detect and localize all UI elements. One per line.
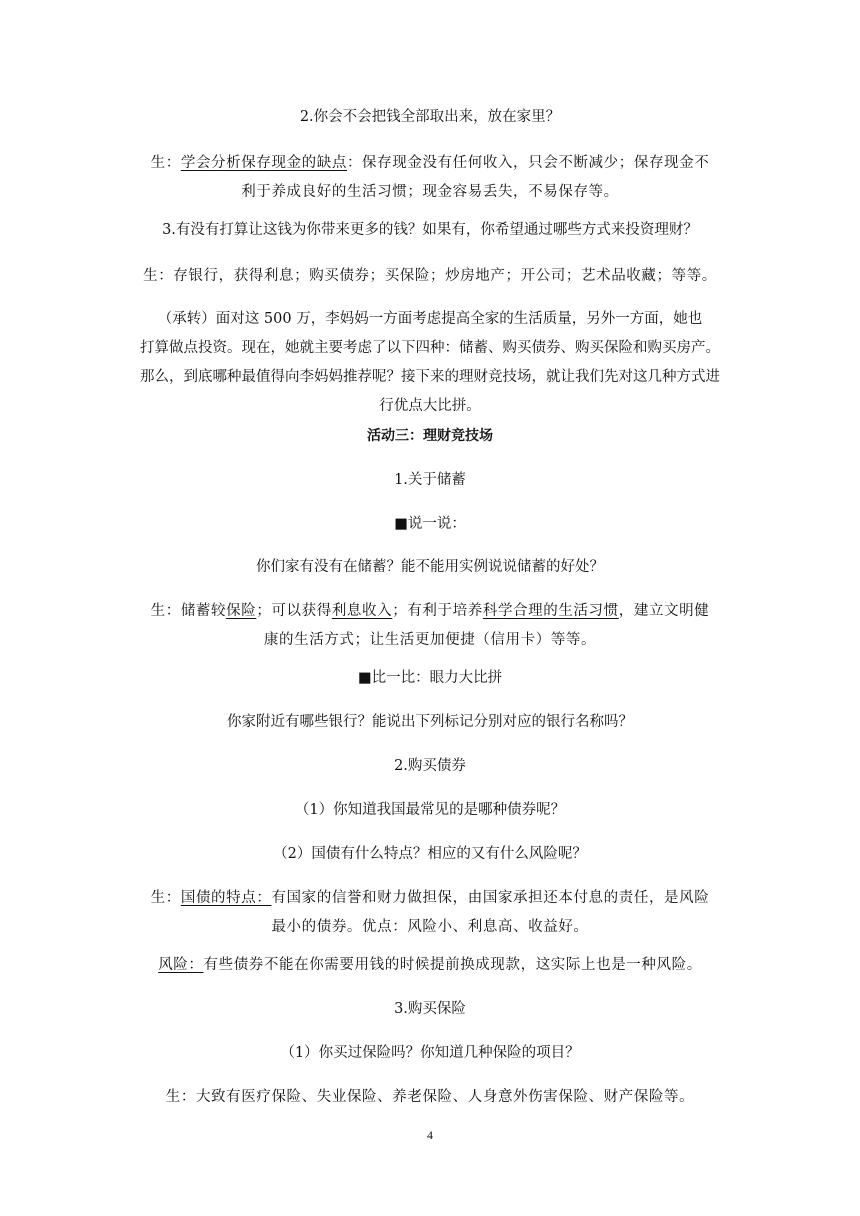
- section-insurance: 3.购买保险: [394, 1001, 466, 1017]
- answer-prefix: 生：: [150, 890, 181, 906]
- underlined-key-point: 国债的特点：: [180, 890, 272, 906]
- underlined-key-point: 学会分析保存现金的缺点: [180, 155, 347, 171]
- activity-heading: 活动三：理财竞技场: [367, 428, 493, 444]
- answer-text: 有些债券不能在你需要用钱的时候提前换成现款，这实际上也是一种风险。: [203, 957, 702, 973]
- underlined-key-point: 科学合理的生活习惯: [482, 603, 619, 619]
- answer-investment-ways: 生：存银行，获得利息；购买债券；买保险；炒房地产；开公司；艺术品收藏；等等。: [143, 268, 717, 284]
- answer-text: 有国家的信誉和财力做担保，由国家承担还本付息的责任，是风险: [271, 890, 710, 906]
- answer-text: ；有利于培养: [392, 603, 483, 619]
- answer-cash-drawbacks: [130, 149, 730, 207]
- question-3: 3.有没有打算让这钱为你带来更多的钱？如果有，你希望通过哪些方式来投资理财？: [162, 222, 698, 238]
- transition-line: 行优点大比拼。: [379, 398, 481, 414]
- answer-text-line2: 康的生活方式；让生活更加便捷（信用卡）等等。: [263, 632, 597, 648]
- say-prompt: ■说一说：: [394, 516, 466, 532]
- answer-text: ：保存现金没有任何收入，只会不断减少；保存现金不: [346, 155, 710, 171]
- section-bonds: 2.购买债券: [394, 758, 466, 774]
- underlined-key-point: 风险：: [158, 957, 204, 973]
- answer-text-line2: 最小的债券。优点：风险小、利息高、收益好。: [271, 919, 589, 935]
- savings-question: 你们家有没有在储蓄？能不能用实例说说储蓄的好处？: [256, 559, 604, 575]
- answer-prefix: 生：: [150, 155, 181, 171]
- transition-line: 打算做点投资。现在，她就主要考虑了以下四种：储蓄、购买债券、购买保险和购买房产。: [140, 340, 720, 356]
- answer-text: ；可以获得: [256, 603, 332, 619]
- bonds-question-1: （1）你知道我国最常见的是哪种债券呢？: [294, 802, 566, 818]
- transition-line: 那么，到底哪种最值得向李妈妈推荐呢？接下来的理财竞技场，就让我们先对这几种方式进: [140, 369, 720, 385]
- underlined-key-point: 保险: [226, 603, 257, 619]
- insurance-question-1: （1）你买过保险吗？你知道几种保险的项目？: [280, 1045, 580, 1061]
- answer-text: ，建立文明健: [618, 603, 710, 619]
- bank-question: 你家附近有哪些银行？能说出下列标记分别对应的银行名称吗？: [227, 714, 633, 730]
- answer-savings-benefits: [130, 597, 730, 655]
- answer-text: 生：储蓄较: [150, 603, 227, 619]
- transition-paragraph: [130, 305, 730, 421]
- answer-insurance-types: 生：大致有医疗保险、失业保险、养老保险、人身意外伤害保险、财产保险等。: [165, 1089, 695, 1105]
- compare-prompt: ■比一比：眼力大比拼: [357, 670, 503, 686]
- page-number: 4: [427, 1128, 433, 1142]
- bonds-question-2: （2）国债有什么特点？相应的又有什么风险呢？: [273, 846, 587, 862]
- answer-bond-features: [130, 884, 730, 942]
- question-2: 2.你会不会把钱全部取出来，放在家里？: [299, 109, 561, 125]
- transition-line: （承转）面对这 500 万，李妈妈一方面考虑提高全家的生活质量，另外一方面，她也: [157, 311, 703, 327]
- answer-bond-risk: [130, 951, 730, 980]
- underlined-key-point: 利息收入: [331, 603, 393, 619]
- section-savings: 1.关于储蓄: [394, 472, 466, 488]
- answer-text-line2: 利于养成良好的生活习惯；现金容易丢失，不易保存等。: [241, 184, 619, 200]
